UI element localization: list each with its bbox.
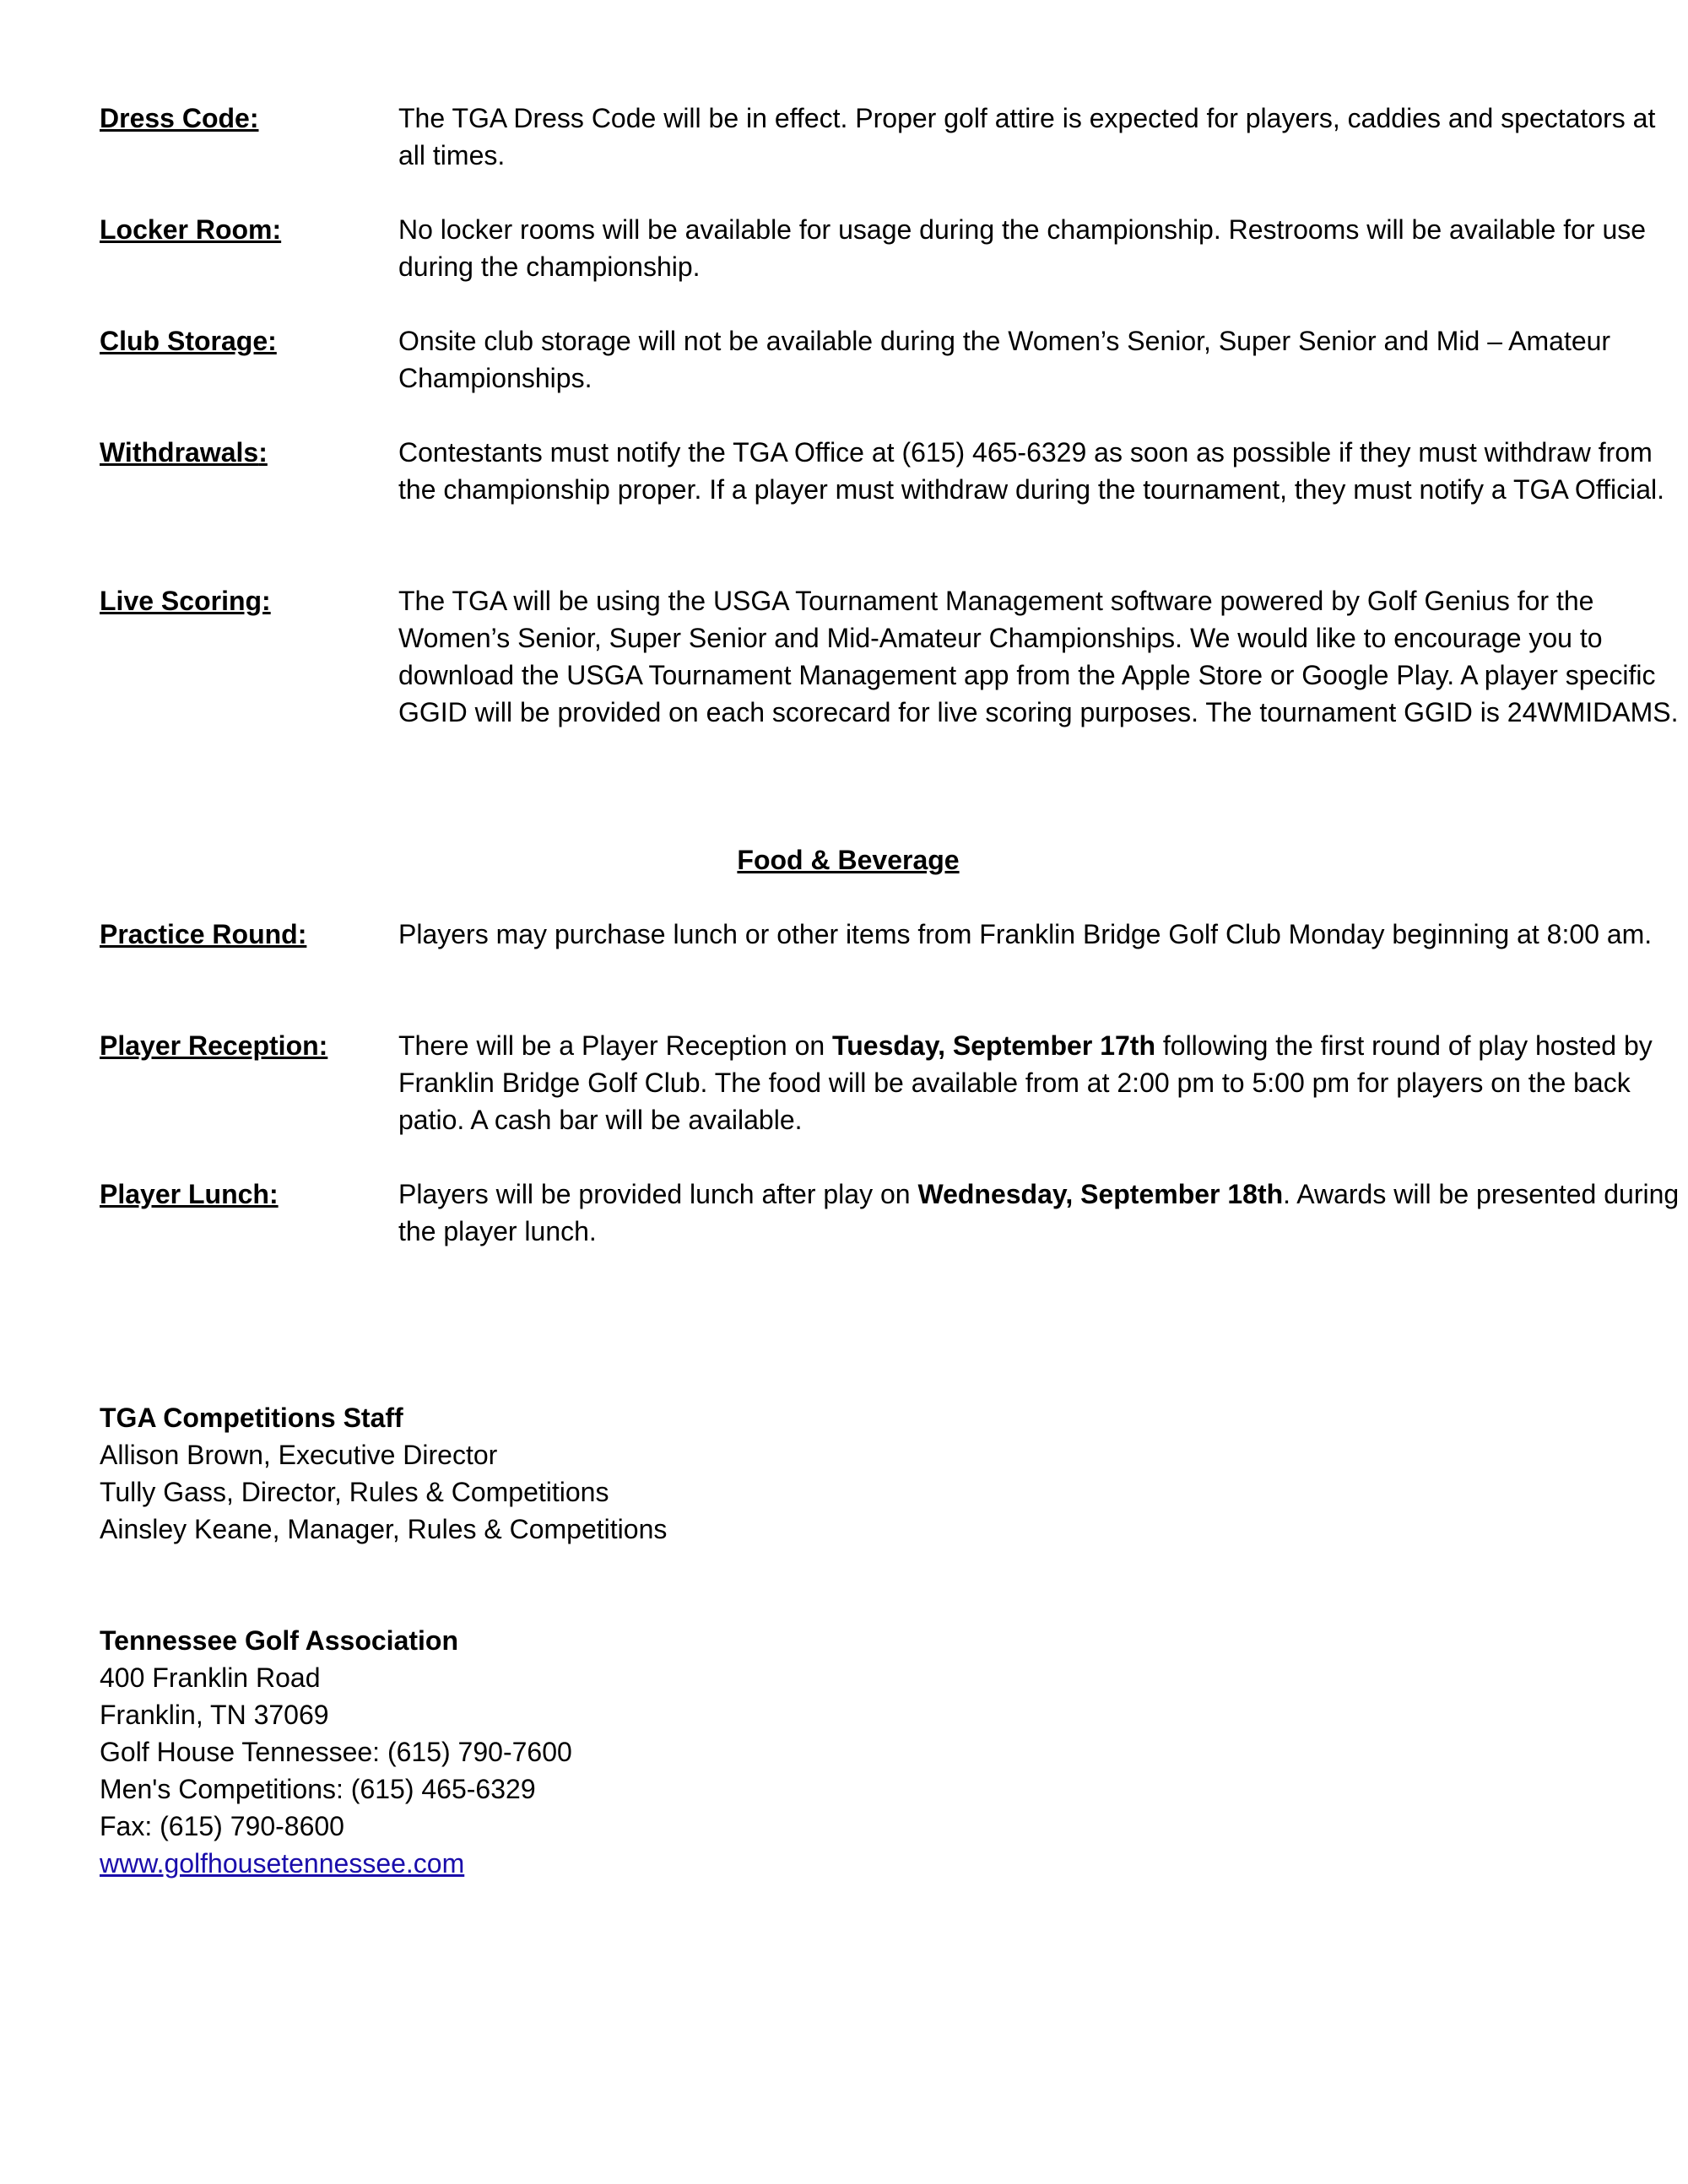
locker-room-label: Locker Room: bbox=[100, 214, 282, 245]
association-address-line-2: Franklin, TN 37069 bbox=[100, 1700, 329, 1730]
association-address-line-1: 400 Franklin Road bbox=[100, 1662, 321, 1693]
practice-round-label: Practice Round: bbox=[100, 919, 307, 949]
withdrawals-label bbox=[100, 434, 387, 471]
player-lunch-text bbox=[398, 1176, 1685, 1250]
staff-title: TGA Competitions Staff bbox=[100, 1403, 403, 1433]
club-storage-label: Club Storage: bbox=[100, 326, 277, 356]
player-reception-label: Player Reception: bbox=[100, 1030, 328, 1061]
player-reception-text bbox=[398, 1027, 1685, 1138]
player-lunch-text-before: Players will be provided lunch after play on bbox=[398, 1179, 918, 1209]
locker-room-text: No locker rooms will be available for usage during the championship. Restrooms will be available for use during the championship. bbox=[398, 214, 1647, 282]
food-beverage-heading: Food & Beverage bbox=[737, 845, 960, 875]
dress-code-label: Dress Code: bbox=[100, 103, 259, 133]
player-reception-date: Tuesday, September 17th bbox=[832, 1030, 1155, 1061]
withdrawals-label-colon: : bbox=[258, 437, 268, 468]
player-lunch-label: Player Lunch: bbox=[100, 1179, 279, 1209]
golf-house-phone: Golf House Tennessee: (615) 790-7600 bbox=[100, 1737, 572, 1767]
fax-number: Fax: (615) 790-8600 bbox=[100, 1811, 344, 1841]
player-reception-text-before: There will be a Player Reception on bbox=[398, 1030, 833, 1061]
association-title: Tennessee Golf Association bbox=[100, 1625, 458, 1656]
practice-round-text: Players may purchase lunch or other items from Franklin Bridge Golf Club Monday beginning at 8:00 am. bbox=[398, 919, 1653, 949]
association-block bbox=[100, 1622, 1112, 1882]
withdrawals-text: Contestants must notify the TGA Office at (615) 465-6329 as soon as possible if they must withdraw from the championship proper. If a player must withdraw during the tournament, they must notify a TGA Official. bbox=[398, 437, 1665, 505]
player-lunch-text-after: . Awards will be presented during the player lunch. bbox=[398, 1179, 1680, 1246]
staff-member: Ainsley Keane, Manager, Rules & Competitions bbox=[100, 1514, 668, 1544]
live-scoring-text: The TGA will be using the USGA Tournament Management software powered by Golf Genius for the Women’s Senior, Super Senior and Mid-Amateur Championships. We would like to encourage you to download the USGA Tournament Management app from the Apple Store or Google Play. A player specific GGID will be provided on each scorecard for live scoring purposes. The tournament GGID is 24WMIDAMS. bbox=[398, 586, 1679, 727]
withdrawals-label-text: Withdrawals bbox=[100, 437, 259, 468]
dress-code-text: The TGA Dress Code will be in effect. Proper golf attire is expected for players, caddies and spectators at all times. bbox=[398, 103, 1656, 170]
club-storage-text: Onsite club storage will not be available during the Women’s Senior, Super Senior and Mid – Amateur Championships. bbox=[398, 326, 1611, 393]
player-reception-text-after: following the first round of play hosted by Franklin Bridge Golf Club. The food will be available from at 2:00 pm to 5:00 pm for players on the back patio. A cash bar will be available. bbox=[398, 1030, 1653, 1135]
mens-competitions-phone: Men's Competitions: (615) 465-6329 bbox=[100, 1774, 536, 1804]
staff-member: Tully Gass, Director, Rules & Competitions bbox=[100, 1477, 609, 1507]
staff-block bbox=[100, 1399, 1112, 1548]
staff-member: Allison Brown, Executive Director bbox=[100, 1440, 498, 1470]
website-link[interactable]: www.golfhousetennessee.com bbox=[100, 1848, 465, 1879]
player-lunch-date: Wednesday, September 18th bbox=[917, 1179, 1284, 1209]
live-scoring-label: Live Scoring: bbox=[100, 586, 271, 616]
